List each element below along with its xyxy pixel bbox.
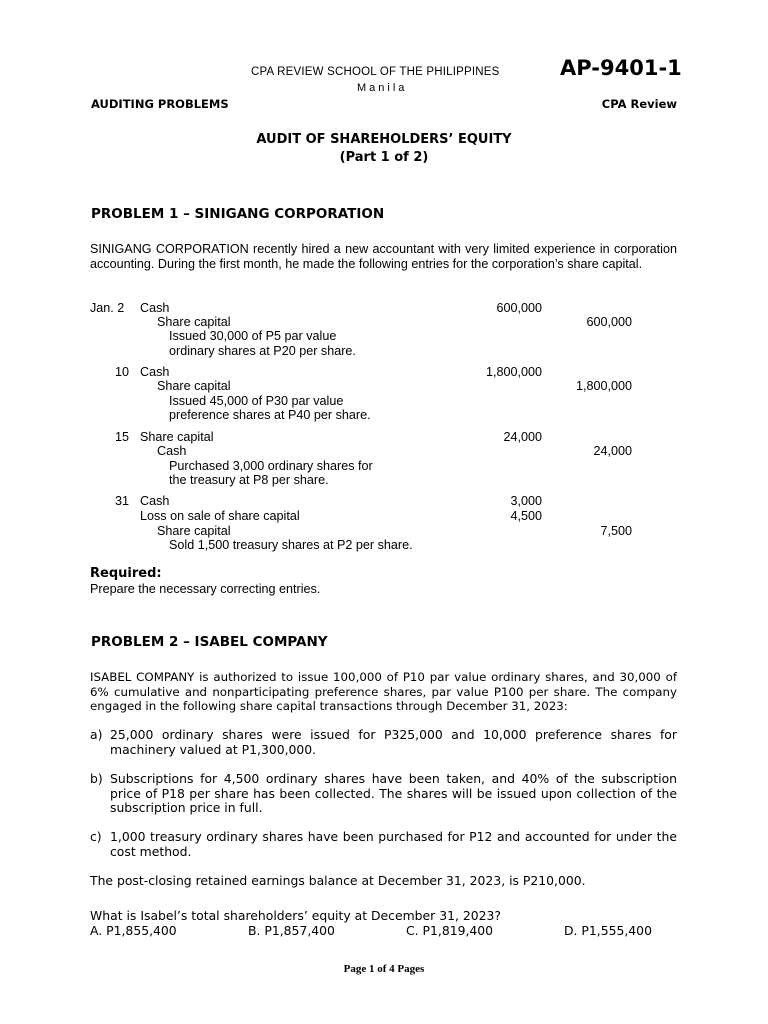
list-item-label: c) [90,829,102,844]
document-subtitle: (Part 1 of 2) [339,150,429,165]
credit-amount: 1,800,000 [575,379,632,393]
entry-explanation: Purchased 3,000 ordinary shares for [169,459,373,473]
choice-b: B. P1,857,400 [248,923,335,938]
debit-account: Loss on sale of share capital [140,509,300,523]
list-item-label: b) [90,771,103,786]
entry-explanation: preference shares at P40 per share. [169,408,371,422]
entry-date: 10 [115,365,130,379]
entry-date: Jan. 2 [90,301,125,315]
entry-date: 31 [115,494,130,508]
required-text: Prepare the necessary correcting entries. [90,582,321,596]
school-city: Manila [357,82,408,94]
credit-account: Cash [157,444,187,458]
credit-amount: 600,000 [586,315,632,329]
debit-account: Cash [140,494,170,508]
entry-explanation: Sold 1,500 treasury shares at P2 per share. [169,538,413,552]
page-footer: Page 1 of 4 Pages [343,963,425,975]
problem-2-heading: PROBLEM 2 – ISABEL COMPANY [91,634,328,650]
choice-c: C. P1,819,400 [406,923,494,938]
required-label: Required: [90,566,162,581]
document-code: AP-9401-1 [560,56,682,80]
debit-amount: 24,000 [503,430,542,444]
debit-account: Cash [140,301,170,315]
debit-amount: 1,800,000 [485,365,542,379]
entry-explanation: Issued 30,000 of P5 par value [169,329,337,343]
list-item [90,772,677,816]
list-item-text: 25,000 ordinary shares were issued for P325,000 and 10,000 preference shares for machinery valued at P1,300,000. [110,727,677,757]
question-text: What is Isabel’s total shareholders’ equity at December 31, 2023? [90,908,501,923]
entry-explanation: the treasury at P8 per share. [169,473,329,487]
debit-account: Share capital [140,430,214,444]
problem-1-intro: SINIGANG CORPORATION recently hired a new accountant with very limited experience in corporation accounting. During the first month, he made the following entries for the corporation’s share capital. [90,242,677,271]
choice-a: A. P1,855,400 [90,923,177,938]
school-name: CPA REVIEW SCHOOL OF THE PHILIPPINES [251,66,500,78]
problem-1-heading: PROBLEM 1 – SINIGANG CORPORATION [91,206,385,222]
list-item [90,830,677,859]
credit-amount: 24,000 [593,444,632,458]
debit-amount: 3,000 [510,494,542,508]
course-label: CPA Review [601,97,677,111]
credit-account: Share capital [157,524,231,538]
choice-d: D. P1,555,400 [564,923,652,938]
entry-explanation: ordinary shares at P20 per share. [169,344,356,358]
credit-amount: 7,500 [600,524,632,538]
list-item [90,728,677,757]
debit-account: Cash [140,365,170,379]
entry-explanation: Issued 45,000 of P30 par value [169,394,344,408]
credit-account: Share capital [157,379,231,393]
list-item-label: a) [90,727,103,742]
debit-amount: 600,000 [496,301,542,315]
list-item-text: Subscriptions for 4,500 ordinary shares have been taken, and 40% of the subscription price of P18 per share has been collected. The shares will be issued upon collection of the subscription price in full. [110,771,677,816]
credit-account: Share capital [157,315,231,329]
entry-date: 15 [115,430,130,444]
balance-note: The post-closing retained earnings balance at December 31, 2023, is P210,000. [90,873,586,888]
debit-amount: 4,500 [510,509,542,523]
document-title: AUDIT OF SHAREHOLDERS’ EQUITY [256,132,512,147]
problem-2-intro: ISABEL COMPANY is authorized to issue 100,000 of P10 par value ordinary shares, and 30,000 of 6% cumulative and nonparticipating preference shares, par value P100 per share. The company engaged in the following share capital transactions through December 31, 2023: [90,670,677,714]
subject-label: AUDITING PROBLEMS [91,97,229,111]
list-item-text: 1,000 treasury ordinary shares have been purchased for P12 and accounted for under the cost method. [110,829,677,859]
